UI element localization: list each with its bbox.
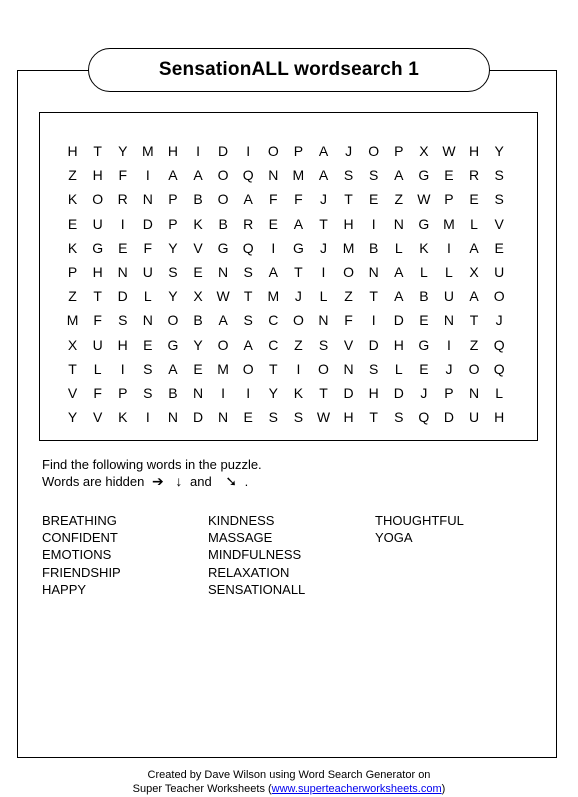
grid-cell: J (294, 288, 302, 305)
grid-cell: H (92, 264, 103, 281)
grid-cell: A (469, 239, 479, 256)
grid-cell: E (193, 360, 203, 377)
grid-cell: G (92, 239, 104, 256)
grid-row (60, 163, 512, 187)
word-list-item: MINDFULNESS (208, 547, 302, 563)
grid-cell: P (444, 191, 454, 208)
grid-cell: E (118, 239, 128, 256)
grid-cell: E (369, 191, 379, 208)
grid-cell: X (469, 264, 479, 281)
grid-cell: H (117, 336, 128, 353)
grid-cell: I (271, 239, 276, 256)
grid-cell: B (369, 239, 379, 256)
grid-cell: M (292, 167, 305, 184)
grid-cell: X (419, 143, 429, 160)
grid-cell: A (243, 336, 253, 353)
grid-cell: L (319, 288, 328, 305)
grid-cell: P (293, 143, 304, 160)
grid-cell: O (368, 143, 380, 160)
grid-cell: A (394, 167, 404, 184)
grid-cell: N (142, 191, 153, 208)
grid-cell: A (318, 167, 329, 184)
grid-cell: J (495, 312, 503, 329)
word-list-item: THOUGHTFUL (375, 513, 464, 528)
grid-cell: O (217, 167, 229, 184)
grid-cell: G (418, 336, 430, 353)
grid-row (60, 357, 512, 381)
grid-cell: V (92, 409, 103, 426)
grid-cell: H (92, 167, 103, 184)
grid-cell: G (418, 167, 430, 184)
grid-cell: Q (493, 360, 505, 377)
grid-cell: I (221, 384, 226, 401)
grid-cell: W (316, 409, 331, 426)
grid-cell: G (217, 239, 229, 256)
grid-cell: C (268, 336, 279, 353)
grid-cell: P (394, 143, 404, 160)
letter-grid (60, 139, 512, 429)
grid-cell: D (192, 409, 204, 426)
grid-cell: D (443, 409, 455, 426)
grid-cell: N (192, 384, 204, 401)
grid-cell: A (193, 167, 203, 184)
title-banner (88, 48, 490, 92)
grid-cell: S (143, 360, 153, 377)
grid-cell: J (319, 239, 327, 256)
grid-cell: S (293, 409, 304, 426)
grid-cell: E (419, 312, 429, 329)
grid-cell: R (243, 215, 254, 232)
grid-cell: F (269, 191, 278, 208)
grid-cell: O (217, 191, 229, 208)
grid-cell: T (369, 288, 378, 305)
grid-cell: Z (394, 191, 404, 208)
grid-cell: T (294, 264, 303, 281)
grid-cell: J (345, 143, 353, 160)
grid-row (60, 139, 512, 163)
grid-cell: I (145, 167, 150, 184)
grid-cell: O (468, 360, 480, 377)
grid-cell: N (218, 409, 229, 426)
grid-cell: Z (68, 288, 77, 305)
grid-cell: O (167, 312, 179, 329)
grid-cell: F (143, 239, 153, 256)
grid-cell: F (93, 384, 102, 401)
grid-cell: A (293, 215, 304, 232)
grid-cell: D (218, 143, 229, 160)
grid-cell: T (93, 288, 102, 305)
grid-cell: W (216, 288, 230, 305)
grid-cell: P (168, 215, 178, 232)
grid-cell: S (394, 409, 404, 426)
grid-cell: J (319, 191, 327, 208)
footer-prefix: Super Teacher Worksheets ( (132, 783, 272, 795)
grid-cell: I (371, 312, 376, 329)
grid-cell: S (343, 167, 354, 184)
grid-cell: Y (268, 384, 278, 401)
grid-cell: B (168, 384, 178, 401)
grid-cell: O (267, 143, 279, 160)
grid-cell: E (193, 264, 203, 281)
grid-cell: T (319, 384, 328, 401)
grid-cell: S (369, 360, 379, 377)
grid-cell: I (447, 239, 451, 256)
instructions-prefix: Words are hidden (42, 474, 145, 489)
grid-cell: O (242, 360, 254, 377)
grid-cell: B (193, 312, 203, 329)
grid-cell: P (168, 191, 178, 208)
grid-cell: N (167, 409, 178, 426)
grid-row (60, 212, 512, 236)
grid-cell: T (469, 312, 479, 329)
grid-cell: V (343, 336, 354, 353)
grid-row (60, 405, 512, 429)
grid-cell: I (196, 143, 200, 160)
grid-cell: F (118, 167, 128, 184)
grid-cell: O (318, 360, 329, 377)
grid-cell: T (344, 191, 353, 208)
word-list-column-3 (375, 512, 464, 546)
word-list-item: HAPPY (42, 581, 87, 597)
grid-row (60, 284, 512, 308)
grid-cell: N (268, 167, 279, 184)
grid-cell: L (394, 239, 403, 256)
grid-cell: S (494, 167, 504, 184)
grid-cell: K (293, 384, 304, 401)
footer (0, 768, 578, 796)
grid-cell: D (117, 288, 128, 305)
grid-cell: I (447, 336, 451, 353)
grid-cell: Z (344, 288, 353, 305)
grid-cell: S (268, 409, 278, 426)
grid-row (60, 381, 512, 405)
footer-link[interactable]: www.superteacherworksheets.com (271, 783, 442, 795)
grid-cell: N (343, 360, 354, 377)
grid-cell: S (318, 336, 329, 353)
grid-cell: E (494, 239, 504, 256)
grid-cell: K (118, 409, 128, 426)
grid-row (60, 333, 512, 357)
instructions-line2 (42, 473, 262, 490)
grid-cell: Z (68, 167, 77, 184)
grid-cell: D (393, 384, 404, 401)
grid-cell: G (167, 336, 179, 353)
grid-cell: O (292, 312, 304, 329)
grid-cell: U (443, 288, 455, 305)
grid-cell: Y (168, 239, 178, 256)
grid-cell: H (67, 143, 78, 160)
grid-cell: U (468, 409, 480, 426)
grid-cell: M (342, 239, 355, 256)
grid-cell: U (494, 264, 505, 281)
grid-cell: I (296, 360, 301, 377)
grid-cell: J (420, 384, 428, 401)
footer-line2 (0, 782, 578, 796)
grid-cell: P (67, 264, 78, 281)
grid-cell: L (93, 360, 102, 377)
instructions-line1: Find the following words in the puzzle. (42, 457, 262, 472)
grid-cell: M (267, 288, 280, 305)
word-list-item: CONFIDENT (42, 530, 118, 546)
arrow-down-icon: ↓ (175, 473, 183, 489)
puzzle-box (39, 112, 538, 441)
grid-cell: T (243, 288, 253, 305)
grid-cell: P (444, 384, 454, 401)
grid-cell: J (445, 360, 453, 377)
grid-cell: A (243, 191, 253, 208)
grid-cell: F (344, 312, 353, 329)
grid-cell: Y (67, 409, 78, 426)
grid-cell: A (268, 264, 278, 281)
grid-row (60, 260, 512, 284)
grid-cell: A (469, 288, 479, 305)
grid-cell: L (419, 264, 428, 281)
grid-cell: H (343, 409, 354, 426)
grid-cell: A (168, 360, 178, 377)
grid-cell: O (217, 336, 229, 353)
grid-cell: H (468, 143, 480, 160)
grid-cell: I (321, 264, 326, 281)
grid-cell: K (67, 191, 78, 208)
word-list-column-2 (208, 512, 305, 598)
word-list-item: MASSAGE (208, 530, 273, 546)
grid-cell: K (419, 239, 429, 256)
grid-cell: I (371, 215, 376, 232)
grid-cell: M (443, 215, 455, 232)
grid-cell: E (268, 215, 278, 232)
grid-cell: L (445, 264, 453, 281)
grid-cell: H (343, 215, 354, 232)
grid-cell: N (393, 215, 404, 232)
grid-cell: G (292, 239, 304, 256)
grid-cell: B (193, 191, 203, 208)
grid-cell: K (193, 215, 203, 232)
grid-cell: D (368, 336, 379, 353)
instructions-period: . (244, 474, 249, 489)
grid-cell: W (417, 191, 431, 208)
grid-cell: T (269, 360, 278, 377)
grid-cell: Q (493, 336, 505, 353)
footer-line1: Created by Dave Wilson using Word Search Generator on (147, 769, 431, 781)
word-list-item: RELAXATION (208, 564, 290, 580)
grid-cell: O (493, 288, 505, 305)
grid-cell: H (368, 384, 379, 401)
grid-cell: L (470, 215, 478, 232)
word-list-item: SENSATIONALL (208, 581, 306, 597)
arrow-diagonal-icon: ➘ (225, 473, 238, 489)
grid-cell: P (118, 384, 128, 401)
grid-cell: Q (242, 167, 254, 184)
arrow-right-icon: ➔ (152, 473, 164, 489)
grid-cell: S (243, 312, 253, 329)
grid-cell: Q (418, 409, 430, 426)
grid-cell: Y (193, 336, 203, 353)
grid-cell: O (92, 191, 104, 208)
grid-cell: K (67, 239, 78, 256)
grid-row (60, 308, 512, 332)
grid-cell: H (167, 143, 178, 160)
grid-cell: E (243, 409, 253, 426)
word-list-item: KINDNESS (208, 513, 275, 528)
word-list-item: YOGA (375, 530, 413, 546)
grid-cell: U (92, 215, 103, 232)
word-list-column-1 (42, 512, 121, 598)
grid-cell: N (318, 312, 329, 329)
grid-cell: V (494, 215, 504, 232)
grid-cell: E (469, 191, 479, 208)
grid-cell: E (444, 167, 454, 184)
grid-cell: G (418, 215, 430, 232)
grid-cell: O (343, 264, 355, 281)
grid-row (60, 187, 512, 211)
grid-cell: I (120, 360, 125, 377)
word-list-item: FRIENDSHIP (42, 564, 121, 580)
grid-cell: S (118, 312, 128, 329)
grid-cell: Q (242, 239, 254, 256)
grid-cell: S (168, 264, 178, 281)
grid-cell: N (443, 312, 455, 329)
grid-cell: D (343, 384, 354, 401)
grid-cell: S (494, 191, 504, 208)
grid-cell: T (319, 215, 328, 232)
grid-cell: U (142, 264, 153, 281)
grid-cell: N (218, 264, 229, 281)
grid-row (60, 236, 512, 260)
grid-cell: T (369, 409, 378, 426)
grid-cell: Y (168, 288, 178, 305)
grid-cell: A (394, 264, 404, 281)
grid-cell: H (393, 336, 404, 353)
grid-cell: C (268, 312, 279, 329)
grid-cell: F (294, 191, 303, 208)
grid-cell: E (143, 336, 153, 353)
grid-cell: L (394, 360, 403, 377)
grid-cell: Y (494, 143, 504, 160)
grid-cell: E (419, 360, 429, 377)
grid-cell: I (120, 215, 125, 232)
grid-cell: N (368, 264, 379, 281)
grid-cell: X (193, 288, 203, 305)
grid-cell: R (117, 191, 128, 208)
grid-cell: A (318, 143, 329, 160)
grid-cell: F (93, 312, 102, 329)
grid-cell: W (442, 143, 456, 160)
grid-cell: I (246, 143, 251, 160)
grid-cell: D (393, 312, 404, 329)
page-title: SensationALL wordsearch 1 (158, 59, 420, 80)
grid-cell: M (217, 360, 229, 377)
grid-cell: A (394, 288, 404, 305)
grid-cell: S (143, 384, 153, 401)
grid-cell: L (495, 384, 504, 401)
grid-cell: S (369, 167, 379, 184)
grid-cell: R (468, 167, 480, 184)
grid-cell: Z (469, 336, 479, 353)
grid-cell: V (67, 384, 78, 401)
grid-cell: N (468, 384, 480, 401)
instructions (42, 456, 262, 490)
word-list-item: BREATHING (42, 513, 117, 528)
grid-cell: M (66, 312, 79, 329)
grid-cell: N (117, 264, 128, 281)
instructions-and: and (189, 474, 212, 489)
grid-cell: E (67, 215, 78, 232)
word-list-item: EMOTIONS (42, 547, 112, 563)
grid-cell: N (142, 312, 153, 329)
grid-cell: I (246, 384, 251, 401)
grid-cell: V (193, 239, 203, 256)
grid-cell: A (218, 312, 228, 329)
grid-cell: B (218, 215, 228, 232)
grid-cell: T (68, 360, 77, 377)
grid-cell: A (168, 167, 178, 184)
grid-cell: M (141, 143, 154, 160)
grid-cell: T (93, 143, 102, 160)
grid-cell: Y (118, 143, 128, 160)
grid-cell: U (92, 336, 103, 353)
grid-cell: B (419, 288, 429, 305)
grid-cell: X (67, 336, 78, 353)
grid-cell: H (494, 409, 505, 426)
grid-cell: I (145, 409, 150, 426)
grid-cell: Z (294, 336, 303, 353)
grid-cell: S (243, 264, 253, 281)
footer-suffix: ) (441, 783, 446, 795)
grid-cell: L (143, 288, 152, 305)
grid-cell: D (142, 215, 153, 232)
